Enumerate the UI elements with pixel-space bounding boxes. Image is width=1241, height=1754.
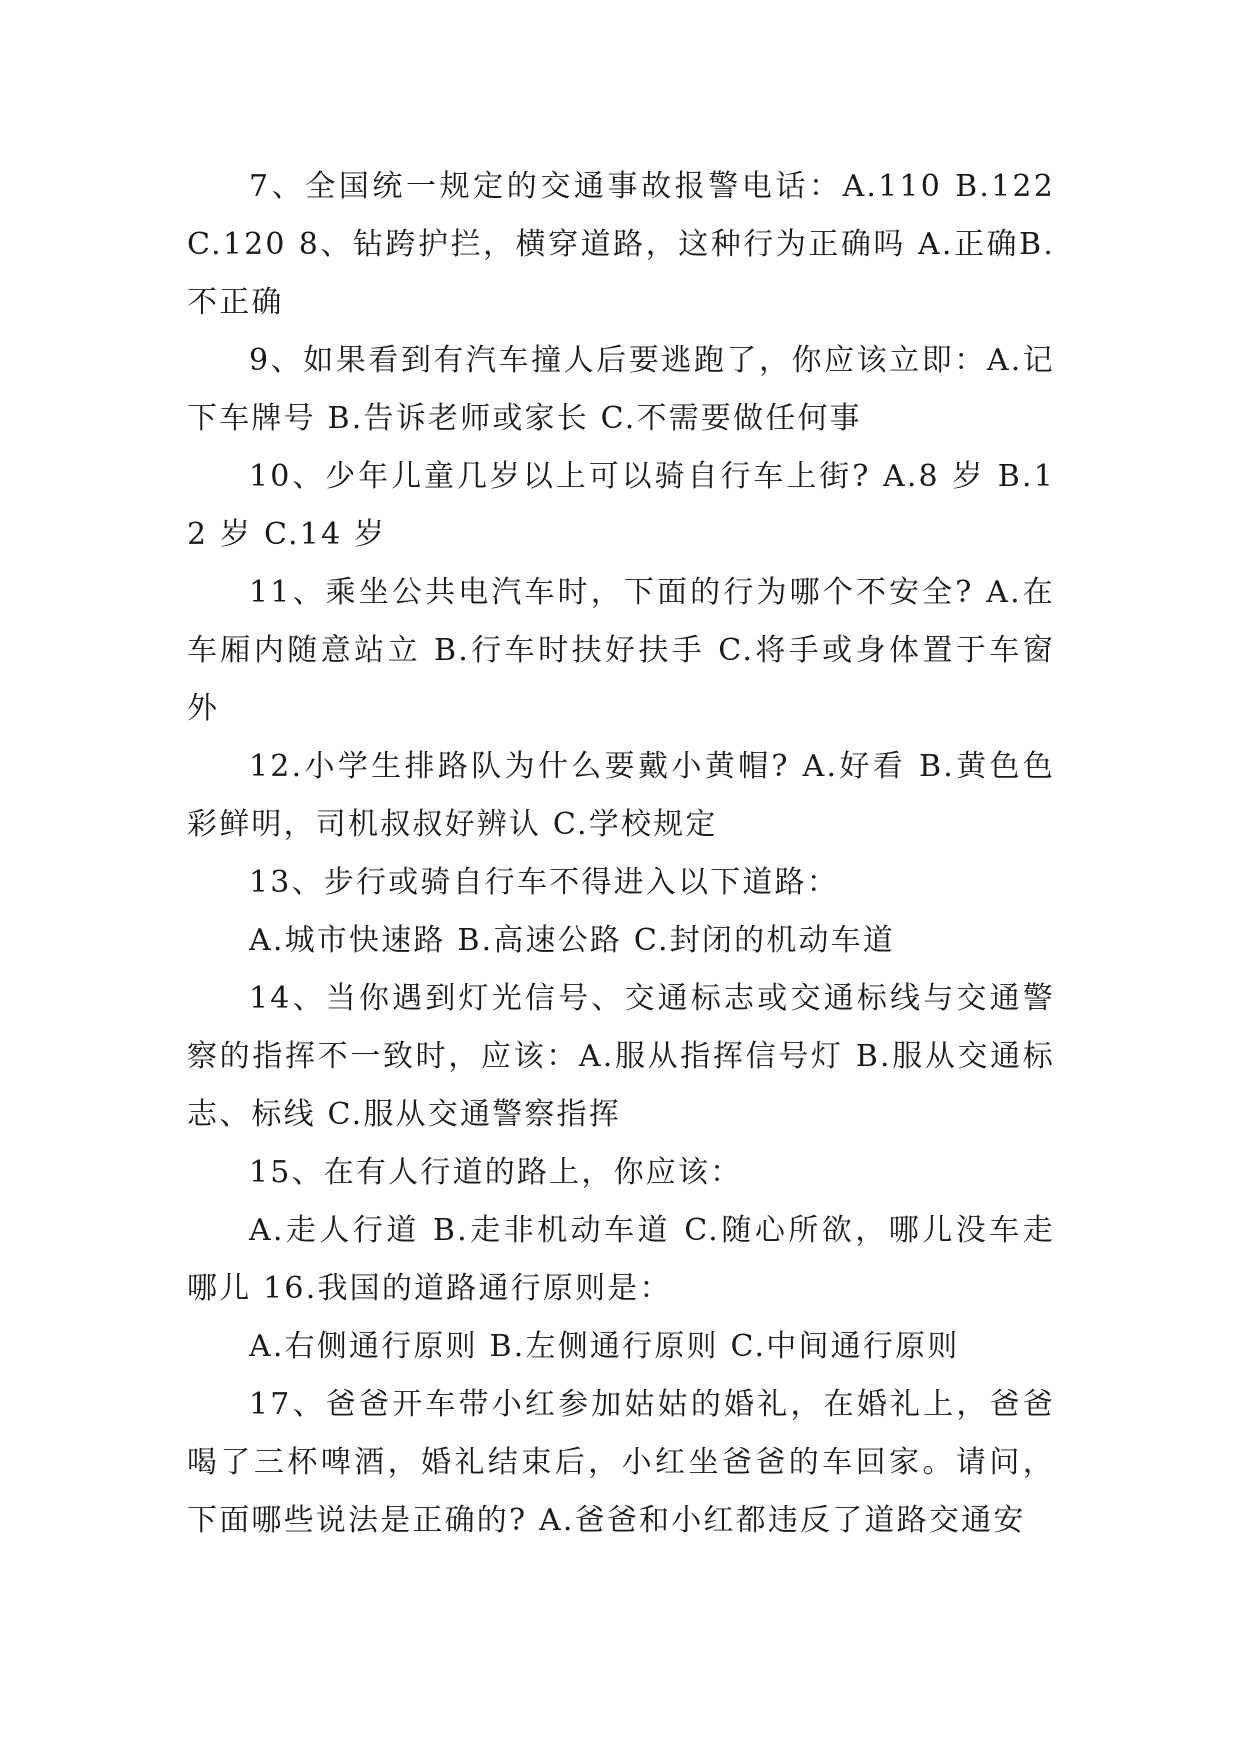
paragraph-question-10: 10、少年儿童几岁以上可以骑自行车上街? A.8 岁 B.12 岁 C.14 岁: [187, 459, 1055, 552]
paragraph-question-12: 12.小学生排路队为什么要戴小黄帽? A.好看 B.黄色色彩鲜明，司机叔叔好辨认 C.学校规定: [187, 749, 1055, 842]
document-body: [187, 158, 1055, 1550]
paragraph-question-15: 15、在有人行道的路上，你应该：: [249, 1155, 743, 1190]
paragraph-question-7-8: 7、全国统一规定的交通事故报警电话：A.110 B.122 C.120 8、钻跨护拦，横穿道路，这种行为正确吗 A.正确B.不正确: [187, 169, 1055, 320]
paragraph-question-11: 11、乘坐公共电汽车时，下面的行为哪个不安全? A.在车厢内随意站立 B.行车时扶好扶手 C.将手或身体置于车窗外: [187, 575, 1055, 726]
paragraph-question-16-options: A.右侧通行原则 B.左侧通行原则 C.中间通行原则: [249, 1329, 960, 1364]
paragraph-question-15-options-16: A.走人行道 B.走非机动车道 C.随心所欲，哪儿没车走哪儿 16.我国的道路通行原则是：: [187, 1213, 1055, 1306]
paragraph-question-13-options: A.城市快速路 B.高速公路 C.封闭的机动车道: [249, 923, 896, 958]
paragraph-question-13: 13、步行或骑自行车不得进入以下道路：: [249, 865, 839, 900]
paragraph-question-9: 9、如果看到有汽车撞人后要逃跑了，你应该立即：A.记下车牌号 B.告诉老师或家长 C.不需要做任何事: [187, 343, 1055, 436]
paragraph-question-14: 14、当你遇到灯光信号、交通标志或交通标线与交通警察的指挥不一致时，应该：A.服从指挥信号灯 B.服从交通标志、标线 C.服从交通警察指挥: [187, 981, 1055, 1132]
paragraph-question-17: 17、爸爸开车带小红参加姑姑的婚礼，在婚礼上，爸爸喝了三杯啤酒，婚礼结束后，小红坐爸爸的车回家。请问，下面哪些说法是正确的? A.爸爸和小红都违反了道路交通安: [187, 1387, 1055, 1538]
